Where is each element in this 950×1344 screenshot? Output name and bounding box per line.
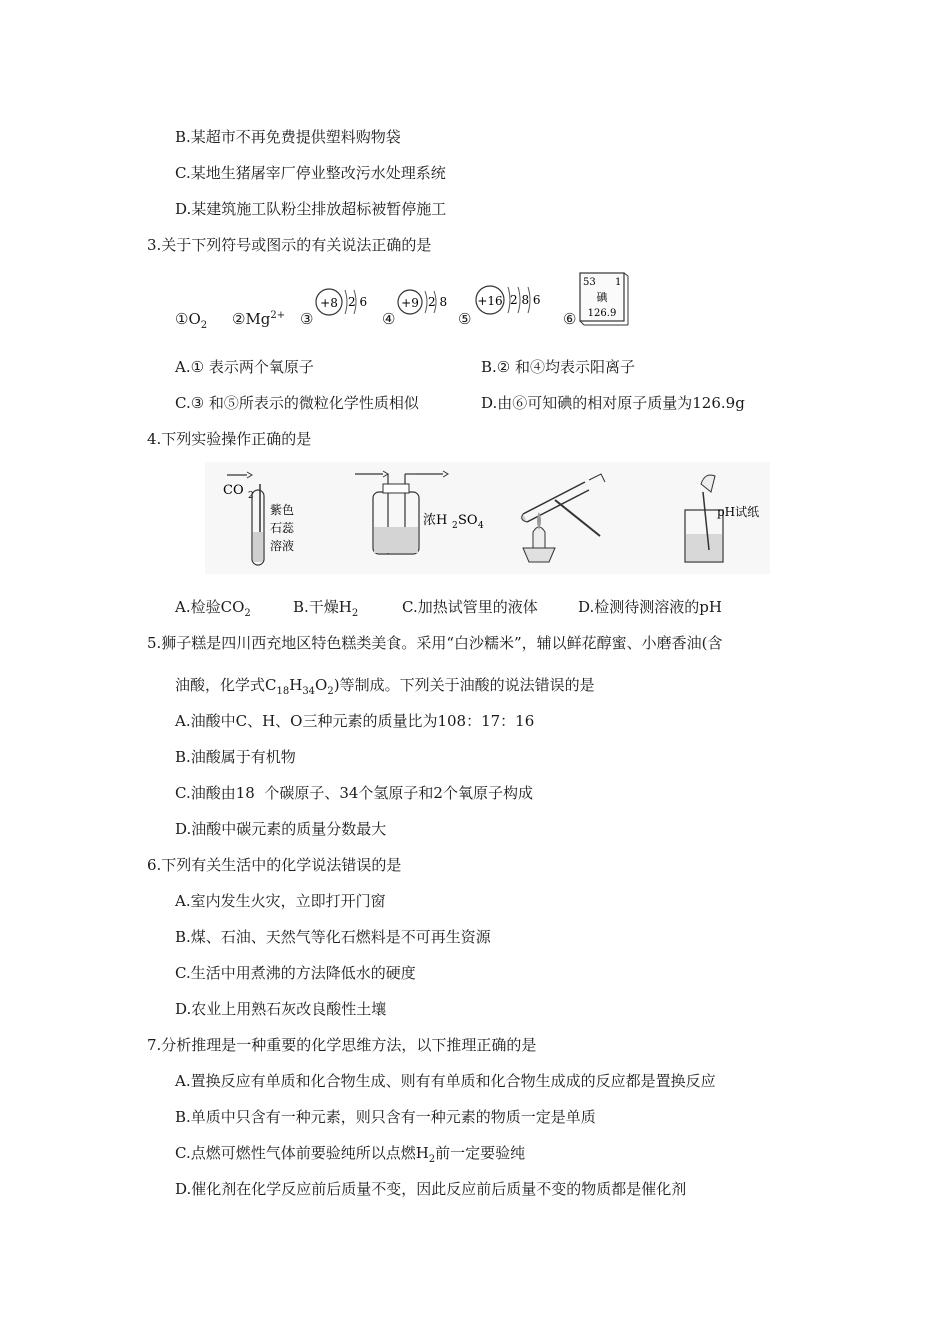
q4-option-d: D.检测待测溶液的pH xyxy=(578,598,722,616)
q3-option-b: B.② 和④均表示阳离子 xyxy=(481,358,636,376)
q7-option-a: A.置换反应有单质和化合物生成、则有有单质和化合物生成成的反应都是置换反应 xyxy=(175,1072,716,1090)
svg-text:+9: +9 xyxy=(401,296,419,310)
q7-option-d: D.催化剂在化学反应前后质量不变，因此反应前后质量不变的物质都是催化剂 xyxy=(175,1180,687,1198)
q7-option-b: B.单质中只含有一种元素，则只含有一种元素的物质一定是单质 xyxy=(175,1108,596,1126)
q6-stem: 6.下列有关生活中的化学说法错误的是 xyxy=(147,856,402,874)
svg-text:126.9: 126.9 xyxy=(587,308,617,319)
q3-item-1: $①O_2$ xyxy=(175,310,208,331)
q6-option-b: B.煤、石油、天然气等化石燃料是不可再生资源 xyxy=(175,928,491,946)
svg-text:2 8: 2 8 xyxy=(428,295,448,309)
q3-item-4-num: ④ xyxy=(382,310,396,328)
q3-item-6-num: ⑥ xyxy=(563,310,577,328)
q5-stem: 5.狮子糕是四川西充地区特色糕类美食。采用“白沙糯米”，辅以鲜花醇蜜、小磨香油(含 xyxy=(147,634,723,652)
experiment-figure xyxy=(205,462,770,574)
q2-option-d: D.某建筑施工队粉尘排放超标被暂停施工 xyxy=(175,200,447,218)
svg-text:+16: +16 xyxy=(477,294,503,308)
atom-diagram-3 xyxy=(312,284,372,324)
q6-option-d: D.农业上用熟石灰改良酸性土壤 xyxy=(175,1000,387,1018)
svg-text:石蕊: 石蕊 xyxy=(270,521,295,535)
q5-option-a: A.油酸中C、H、O三种元素的质量比为108：17：16 xyxy=(175,712,535,730)
q3-item-5-num: ⑤ xyxy=(458,310,472,328)
q5-option-c: C.油酸由18 个碳原子、34个氢原子和2个氧原子构成 xyxy=(175,784,533,802)
svg-text:紫色: 紫色 xyxy=(270,503,295,517)
q7-stem: 7.分析推理是一种重要的化学思维方法，以下推理正确的是 xyxy=(147,1036,537,1054)
q3-item-2: $②Mg^{2+}$ xyxy=(232,310,286,328)
q2-option-b: B.某超市不再免费提供塑料购物袋 xyxy=(175,128,401,146)
svg-text:1: 1 xyxy=(615,277,622,288)
q4-option-a: A.检验$CO_2$ xyxy=(175,598,251,619)
q4-option-c: C.加热试管里的液体 xyxy=(402,598,538,616)
q3-option-c: C.③ 和⑤所表示的微粒化学性质相似 xyxy=(175,394,419,412)
q2-option-c: C.某地生猪屠宰厂停业整改污水处理系统 xyxy=(175,164,446,182)
atom-diagram-5 xyxy=(472,280,552,324)
q6-option-c: C.生活中用煮沸的方法降低水的硬度 xyxy=(175,964,416,982)
svg-text:溶液: 溶液 xyxy=(270,539,295,553)
svg-text:浓H: 浓H xyxy=(423,513,448,528)
svg-text:4: 4 xyxy=(478,521,484,531)
svg-text:2: 2 xyxy=(452,521,458,531)
svg-text:53: 53 xyxy=(583,277,596,288)
svg-text:+8: +8 xyxy=(320,296,338,310)
q3-stem: 3.关于下列符号或图示的有关说法正确的是 xyxy=(147,236,432,254)
q4-option-b: B.干燥$H_2$ xyxy=(293,598,359,619)
q5-stem-continued: 油酸，化学式$C_{18}H_{34}O_2$)等制成。下列关于油酸的说法错误的是 xyxy=(175,676,595,697)
svg-text:2 6: 2 6 xyxy=(348,295,368,309)
svg-text:pH试纸: pH试纸 xyxy=(717,505,760,519)
svg-text:SO: SO xyxy=(458,513,478,528)
svg-text:碘: 碘 xyxy=(596,291,608,304)
q4-stem: 4.下列实验操作正确的是 xyxy=(147,430,312,448)
q5-option-b: B.油酸属于有机物 xyxy=(175,748,296,766)
q6-option-a: A.室内发生火灾，立即打开门窗 xyxy=(175,892,386,910)
atom-diagram-4 xyxy=(394,284,454,324)
svg-text:CO: CO xyxy=(223,483,244,498)
q3-option-a: A.① 表示两个氧原子 xyxy=(175,358,314,376)
q3-option-d: D.由⑥可知碘的相对原子质量为126.9g xyxy=(481,394,745,412)
q3-item-3-num: ③ xyxy=(300,310,314,328)
periodic-cell-iodine xyxy=(578,271,630,327)
svg-text:2: 2 xyxy=(248,491,254,501)
svg-text:2 8 6: 2 8 6 xyxy=(510,293,541,307)
q5-option-d: D.油酸中碳元素的质量分数最大 xyxy=(175,820,387,838)
q7-option-c: C.点燃可燃性气体前要验纯所以点燃$H_2$前一定要验纯 xyxy=(175,1144,526,1165)
